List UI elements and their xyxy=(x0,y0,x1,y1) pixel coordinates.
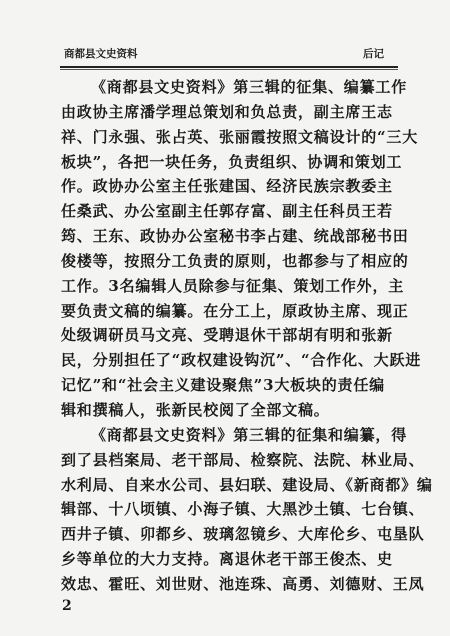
body-text xyxy=(61,75,433,597)
text-line: 辑和撰稿人，张新民校阅了全部文稿。 xyxy=(61,400,330,419)
text-line: 西井子镇、卯都乡、玻璃忽镜乡、大库伦乡、屯垦队 xyxy=(61,525,425,544)
running-header xyxy=(60,44,390,62)
text-line: 处级调研员马文亮、受聘退休干部胡有明和张新 xyxy=(61,326,393,345)
text-line: 《商都县文史资料》第三辑的征集、编纂工作 xyxy=(91,78,408,96)
text-line: 民，分别担任了“政权建设钩沉”、“合作化、大跃进 xyxy=(61,351,422,370)
text-line: 乡等单位的大力支持。离退休老干部王俊杰、史 xyxy=(61,550,393,569)
text-line: 作。政协办公室主任张建国、经济民族宗教委主 xyxy=(61,177,393,196)
text-line: 板块”，各把一块任务，负责组织、协调和策划工 xyxy=(61,152,403,171)
page-number: 2 xyxy=(62,598,72,614)
text-line: 辑部、十八顷镇、小海子镇、大黑沙土镇、七台镇、 xyxy=(61,500,425,519)
book-title: 商都县文史资料 xyxy=(64,48,138,60)
header-rule xyxy=(60,66,398,68)
text-line: 俊楼等，按照分工负责的原则，也都参与了相应的 xyxy=(61,251,409,270)
text-line: 《商都县文史资料》第三辑的征集和编纂，得 xyxy=(91,425,408,444)
text-line: 效忠、霍旺、刘世财、池连珠、高勇、刘德财、王凤 xyxy=(61,574,425,593)
text-line: 筠、王东、政协办公室秘书李占建、统战部秘书田 xyxy=(61,227,409,246)
text-line: 任桑武、办公室副主任郭存富、副主任科员王若 xyxy=(61,202,393,221)
text-line: 要负责文稿的编纂。在分工上，原政协主席、现正 xyxy=(61,301,409,320)
text-line: 水利局、自来水公司、县妇联、建设局、《新商都》编 xyxy=(61,475,433,494)
section-title: 后记 xyxy=(363,48,384,60)
text-line: 记忆”和“社会主义建设聚焦”3大板块的责任编 xyxy=(61,376,385,395)
text-line: 由政协主席潘学理总策划和负总责，副主席王志 xyxy=(61,102,393,121)
text-line: 工作。3名编辑人员除参与征集、策划工作外，主 xyxy=(61,276,405,295)
text-line: 祥、门永强、张占英、张丽霞按照文稿设计的“三大 xyxy=(61,127,419,146)
header-rule-thin xyxy=(60,69,398,70)
text-line: 到了县档案局、老干部局、检察院、法院、林业局、 xyxy=(61,450,425,469)
